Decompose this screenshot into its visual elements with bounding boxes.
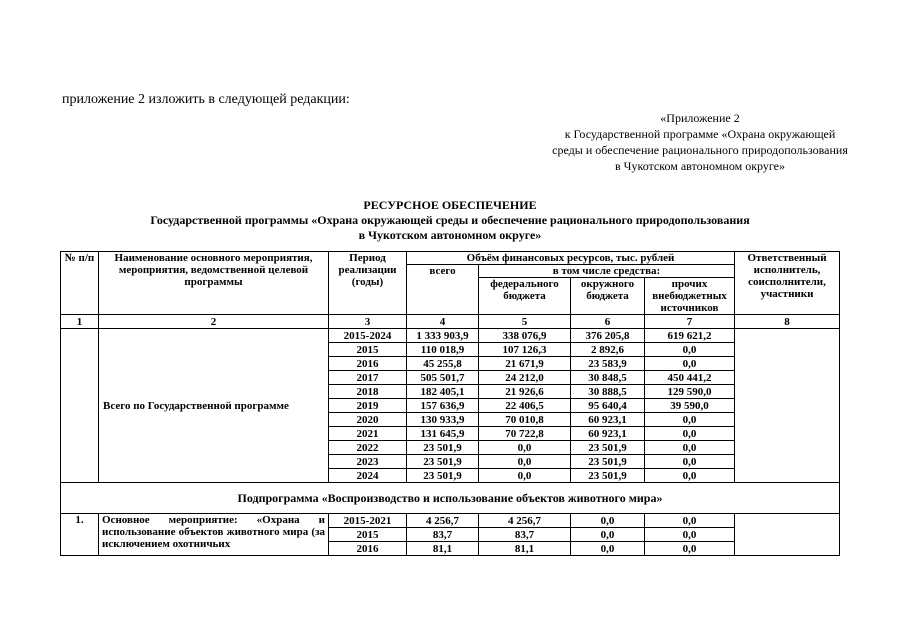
total-cell: 45 255,8 [407,357,479,371]
period-cell: 2017 [329,371,407,385]
period-cell: 2022 [329,441,407,455]
other-cell: 39 590,0 [645,399,735,413]
col-number: 2 [99,315,329,329]
header-other: прочих внебюджетных источников [645,278,735,315]
total-cell: 130 933,9 [407,413,479,427]
district-cell: 23 501,9 [571,469,645,483]
federal-cell: 0,0 [479,441,571,455]
period-cell: 2023 [329,455,407,469]
federal-cell: 24 212,0 [479,371,571,385]
total-cell: 4 256,7 [407,514,479,528]
other-cell: 129 590,0 [645,385,735,399]
federal-cell: 4 256,7 [479,514,571,528]
total-cell: 157 636,9 [407,399,479,413]
header-responsible: Ответственный исполнитель, соисполнители, участники [735,252,840,315]
period-cell: 2016 [329,357,407,371]
responsible-cell [735,514,840,556]
total-label: Всего по Государственной программе [99,329,329,483]
district-cell: 95 640,4 [571,399,645,413]
district-cell: 23 501,9 [571,455,645,469]
federal-cell: 70 722,8 [479,427,571,441]
district-cell: 30 888,5 [571,385,645,399]
responsible-cell [735,329,840,483]
district-cell: 60 923,1 [571,427,645,441]
header-num: № п/п [61,252,99,315]
federal-cell: 107 126,3 [479,343,571,357]
col-number: 4 [407,315,479,329]
other-cell: 0,0 [645,413,735,427]
appendix-header [520,110,880,174]
total-cell: 23 501,9 [407,455,479,469]
period-cell: 2021 [329,427,407,441]
col-number: 6 [571,315,645,329]
other-cell: 0,0 [645,469,735,483]
header-including: в том числе средства: [479,265,735,278]
appendix-line-3: среды и обеспечение рационального природопользования [552,143,848,157]
other-cell: 0,0 [645,441,735,455]
header-district: окружного бюджета [571,278,645,315]
period-cell: 2015 [329,528,407,542]
district-cell: 0,0 [571,528,645,542]
total-cell: 81,1 [407,542,479,556]
intro-text: приложение 2 изложить в следующей редакции: [62,92,350,107]
other-cell: 0,0 [645,514,735,528]
col-number: 3 [329,315,407,329]
federal-cell: 338 076,9 [479,329,571,343]
other-cell: 0,0 [645,343,735,357]
federal-cell: 21 671,9 [479,357,571,371]
district-cell: 2 892,6 [571,343,645,357]
subprogram-title: Подпрограмма «Воспроизводство и использование объектов животного мира» [61,483,840,514]
federal-cell: 83,7 [479,528,571,542]
total-cell: 182 405,1 [407,385,479,399]
col-number: 1 [61,315,99,329]
district-cell: 23 501,9 [571,441,645,455]
federal-cell: 21 926,6 [479,385,571,399]
other-cell: 0,0 [645,427,735,441]
table-row [61,329,840,343]
period-cell: 2015-2021 [329,514,407,528]
federal-cell: 0,0 [479,455,571,469]
document-title [60,198,840,243]
col-number: 5 [479,315,571,329]
total-cell: 23 501,9 [407,441,479,455]
district-cell: 23 583,9 [571,357,645,371]
district-cell: 30 848,5 [571,371,645,385]
period-cell: 2018 [329,385,407,399]
other-cell: 0,0 [645,357,735,371]
period-cell: 2024 [329,469,407,483]
appendix-line-1: «Приложение 2 [660,111,740,125]
other-cell: 450 441,2 [645,371,735,385]
other-cell: 0,0 [645,528,735,542]
header-total: всего [407,265,479,315]
header-period: Период реализации (годы) [329,252,407,315]
total-cell: 83,7 [407,528,479,542]
total-cell: 1 333 903,9 [407,329,479,343]
federal-cell: 70 010,8 [479,413,571,427]
total-num-cell [61,329,99,483]
event-num: 1. [61,514,99,556]
period-cell: 2015-2024 [329,329,407,343]
total-cell: 23 501,9 [407,469,479,483]
event-label: Основное мероприятие: «Охрана и использование объектов животного мира (за исключением охотничьих [99,514,329,556]
header-finance: Объём финансовых ресурсов, тыс. рублей [407,252,735,265]
district-cell: 60 923,1 [571,413,645,427]
total-cell: 110 018,9 [407,343,479,357]
title-line-2: Государственной программы «Охрана окружающей среды и обеспечение рационального природопользования [150,213,750,227]
column-number-row [61,315,840,329]
federal-cell: 22 406,5 [479,399,571,413]
title-line-1: РЕСУРСНОЕ ОБЕСПЕЧЕНИЕ [363,198,537,212]
period-cell: 2015 [329,343,407,357]
appendix-line-2: к Государственной программе «Охрана окружающей [564,127,836,141]
district-cell: 0,0 [571,542,645,556]
header-name: Наименование основного мероприятия, мероприятия, ведомственной целевой программы [99,252,329,315]
district-cell: 376 205,8 [571,329,645,343]
period-cell: 2016 [329,542,407,556]
other-cell: 0,0 [645,455,735,469]
other-cell: 619 621,2 [645,329,735,343]
col-number: 7 [645,315,735,329]
resource-table [60,251,840,556]
federal-cell: 0,0 [479,469,571,483]
period-cell: 2019 [329,399,407,413]
appendix-line-4: в Чукотском автономном округе» [615,159,785,173]
col-number: 8 [735,315,840,329]
header-federal: федерального бюджета [479,278,571,315]
table-row [61,514,840,528]
federal-cell: 81,1 [479,542,571,556]
other-cell: 0,0 [645,542,735,556]
period-cell: 2020 [329,413,407,427]
total-cell: 505 501,7 [407,371,479,385]
title-line-3: в Чукотском автономном округе» [358,228,542,242]
subprogram-row [61,483,840,514]
total-cell: 131 645,9 [407,427,479,441]
district-cell: 0,0 [571,514,645,528]
